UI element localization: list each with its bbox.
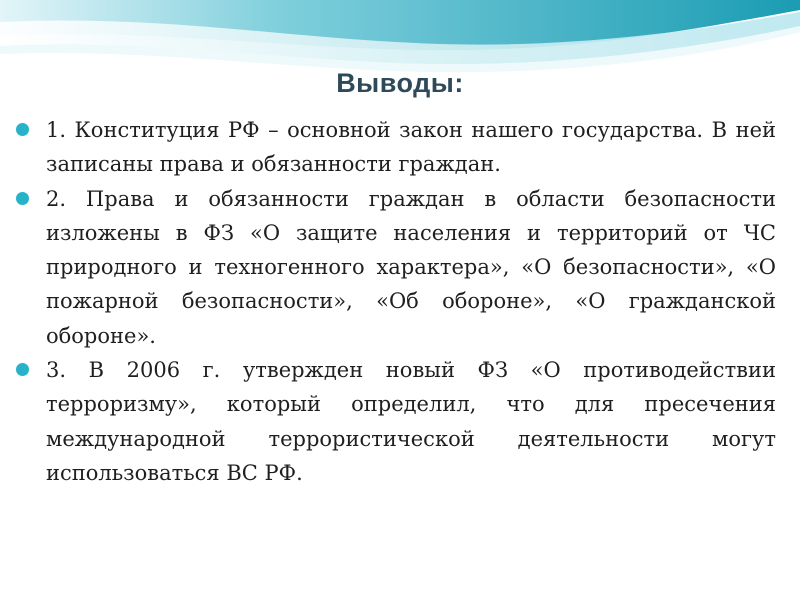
list-item xyxy=(14,353,776,490)
list-item xyxy=(14,113,776,182)
list-item-text: 1. Конституция РФ – основной закон нашего государства. В ней записаны права и обязанности граждан. xyxy=(46,118,776,177)
bullet-icon xyxy=(16,123,29,136)
slide-title: Выводы: xyxy=(336,68,464,98)
bullet-icon xyxy=(16,363,29,376)
list-item-text: 3. В 2006 г. утвержден новый ФЗ «О противодействии терроризму», который определил, что для пресечения международной террористической деятельности могут использоваться ВС РФ. xyxy=(46,358,776,485)
conclusions-list xyxy=(14,113,776,490)
list-item xyxy=(14,182,776,353)
bullet-icon xyxy=(16,192,29,205)
list-item-text: 2. Права и обязанности граждан в области безопасности изложены в ФЗ «О защите населения и территорий от ЧС природного и техногенного характера», «О безопасности», «О пожарной безопасности», «Об обороне», «О гражданской обороне». xyxy=(46,186,776,348)
